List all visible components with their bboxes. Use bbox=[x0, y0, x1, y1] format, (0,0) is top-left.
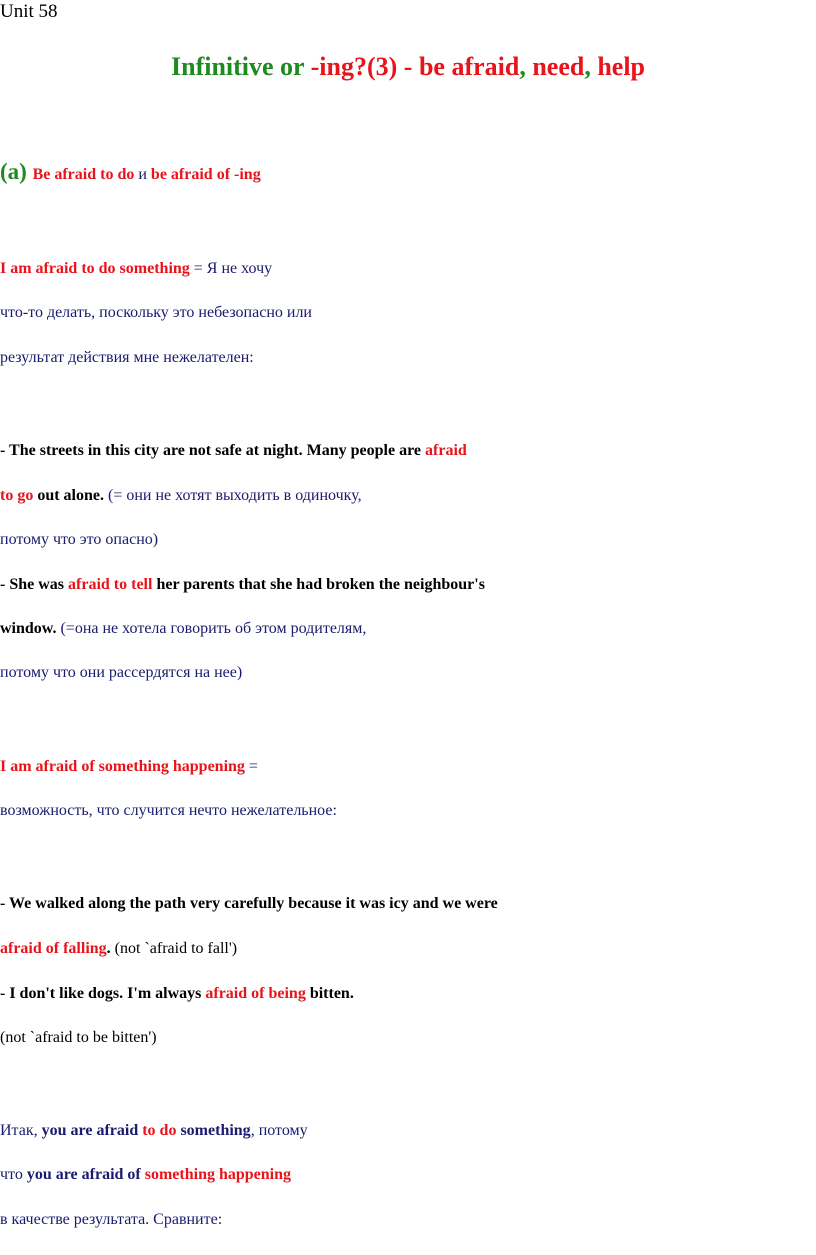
ex1-text-d: out alone. bbox=[33, 487, 104, 504]
unit-label: Unit 58 bbox=[0, 1, 58, 22]
ex3-text-c: . bbox=[106, 940, 111, 957]
ex2-line3: потому что они рассердятся на нее) bbox=[0, 664, 243, 681]
ex3-line2 bbox=[0, 939, 237, 959]
ex2-line1 bbox=[0, 575, 485, 595]
def2-eq: = bbox=[244, 758, 258, 775]
def1-eq: = Я не хочу bbox=[189, 260, 273, 277]
def2-term: I am afraid of something happening bbox=[0, 758, 245, 775]
title-comma2: , bbox=[584, 52, 598, 81]
ex1-text-c: to go bbox=[0, 487, 34, 504]
summary-text-d: something bbox=[176, 1122, 251, 1139]
ex4-line2: (not `afraid to be bitten') bbox=[0, 1029, 157, 1046]
section-a-phrase2: be afraid of -ing bbox=[150, 166, 261, 183]
summary-text-g: you are afraid of bbox=[26, 1166, 141, 1183]
ex4-text-a: - I don't like dogs. I'm always bbox=[0, 985, 206, 1002]
title-part2: -ing?(3) - be afraid bbox=[310, 52, 520, 81]
def2-line1 bbox=[0, 757, 258, 777]
ex1-line3: потому что это опасно) bbox=[0, 531, 159, 548]
summary-line2 bbox=[0, 1165, 291, 1185]
summary-text-h: something happening bbox=[140, 1166, 292, 1183]
section-a-label: (a) bbox=[0, 159, 27, 184]
title-part4: help bbox=[597, 52, 646, 81]
title-comma1: , bbox=[519, 52, 533, 81]
ex3-text-d: (not `afraid to fall') bbox=[110, 940, 238, 957]
ex2-line2 bbox=[0, 619, 366, 639]
summary-text-a: Итак, bbox=[0, 1122, 42, 1139]
title-part1: Infinitive or bbox=[170, 52, 311, 81]
ex4-line1 bbox=[0, 984, 354, 1004]
section-a-phrase1: Be afraid to do bbox=[32, 166, 135, 183]
section-a-heading bbox=[0, 158, 261, 189]
ex2-text-b: afraid to tell bbox=[68, 576, 153, 593]
def1-line1 bbox=[0, 259, 272, 279]
summary-text-f: что bbox=[0, 1166, 27, 1183]
ex1-text-a: - The streets in this city are not safe at night. Many people are bbox=[0, 442, 426, 459]
summary-text-e: , потому bbox=[250, 1122, 308, 1139]
ex1-line2 bbox=[0, 486, 362, 506]
summary-line1 bbox=[0, 1121, 308, 1141]
def1-line3: результат действия мне нежелателен: bbox=[0, 349, 254, 366]
ex2-text-a: - She was bbox=[0, 576, 69, 593]
page-title bbox=[0, 51, 816, 83]
summary-text-c: to do bbox=[138, 1122, 177, 1139]
ex1-text-e: (= они не хотят выходить в одиночку, bbox=[104, 487, 362, 504]
ex4-text-b: afraid of being bbox=[205, 985, 306, 1002]
def2-line2: возможность, что случится нечто нежелательное: bbox=[0, 802, 337, 819]
ex1-line1 bbox=[0, 441, 467, 461]
ex4-text-c: bitten. bbox=[305, 985, 354, 1002]
ex2-text-e: (=она не хотела говорить об этом родителям, bbox=[56, 620, 367, 637]
ex3-line1: - We walked along the path very carefully because it was icy and we were bbox=[0, 895, 498, 912]
ex1-text-b: afraid bbox=[425, 442, 467, 459]
ex2-text-c: her parents that she had broken the neighbour's bbox=[152, 576, 485, 593]
ex2-text-d: window. bbox=[0, 620, 57, 637]
def1-term: I am afraid to do something bbox=[0, 260, 190, 277]
summary-line3: в качестве результата. Сравните: bbox=[0, 1211, 223, 1228]
section-a-conj: и bbox=[134, 166, 151, 183]
def1-line2: что-то делать, поскольку это небезопасно или bbox=[0, 304, 312, 321]
title-part3: need bbox=[532, 52, 585, 81]
ex3-text-b: afraid of falling bbox=[0, 940, 107, 957]
summary-text-b: you are afraid bbox=[41, 1122, 139, 1139]
